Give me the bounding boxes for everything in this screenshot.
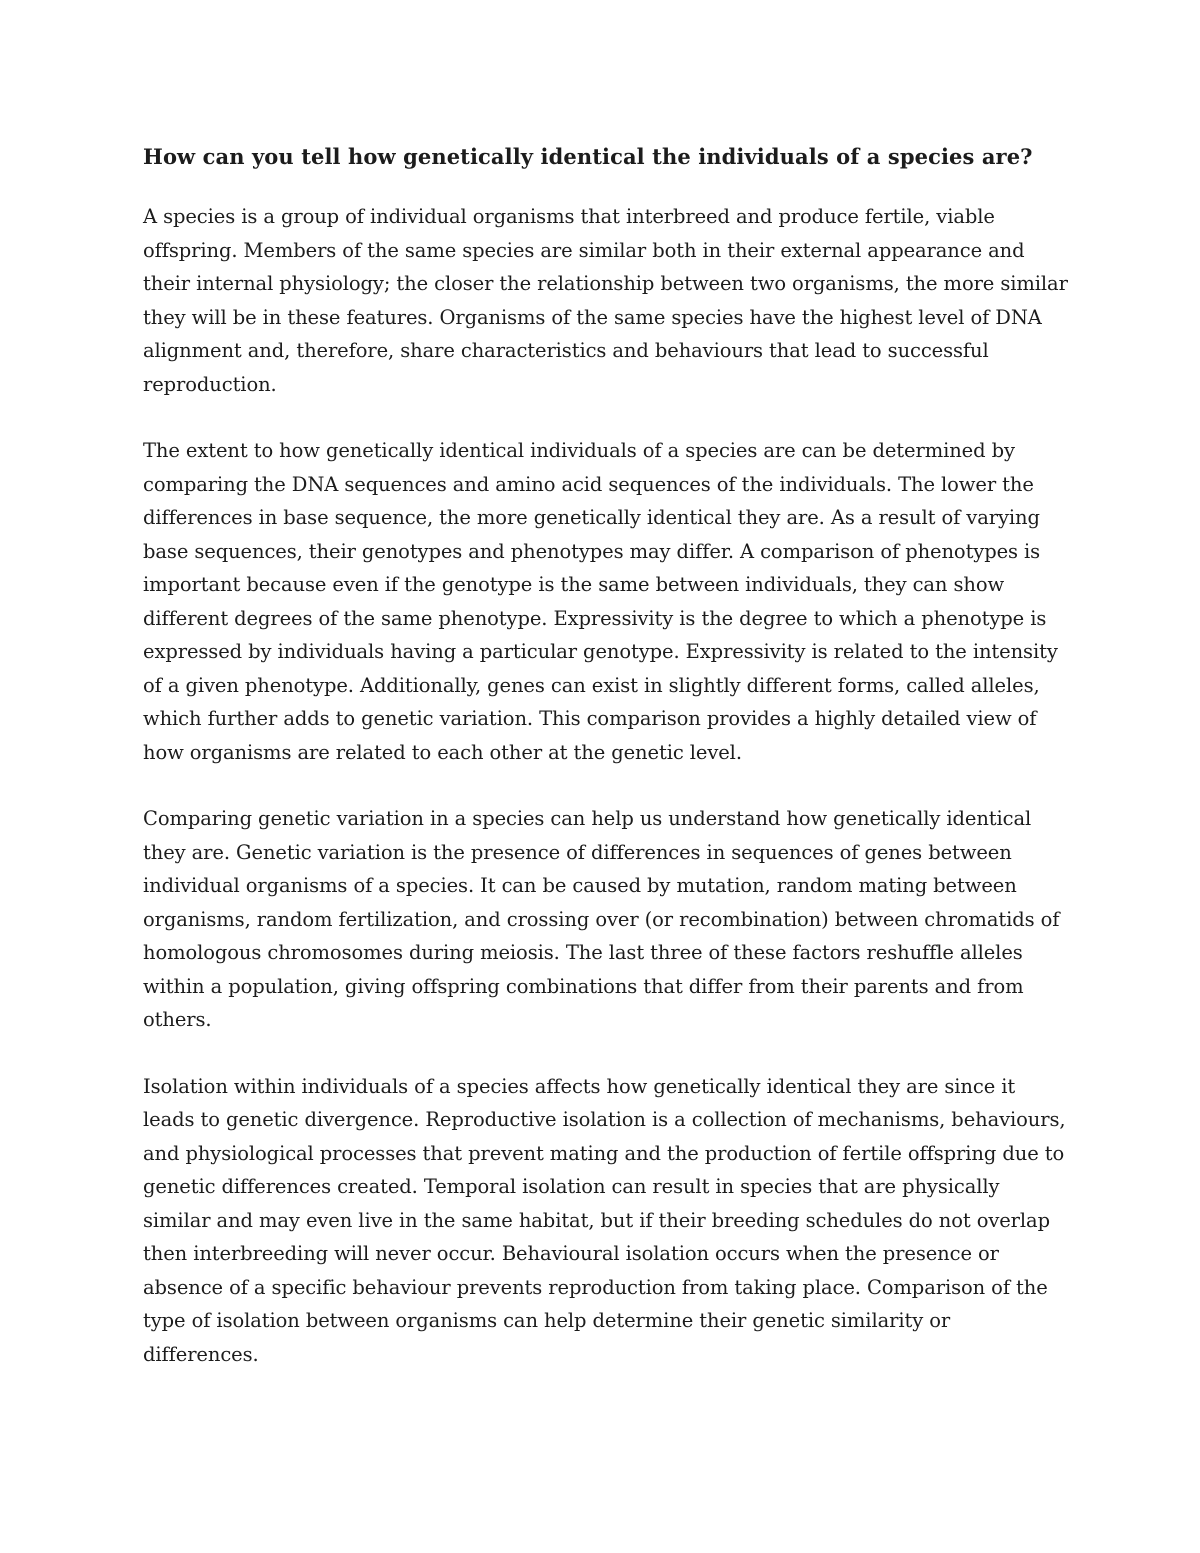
paragraph-isolation: Isolation within individuals of a species affects how genetically identical they are since it leads to genetic divergence. Reproductive isolation is a collection of mechanisms, behaviours, and physiological processes that prevent mating and the production of fertile offspring due to genetic differences created. Temporal isolation can result in species that are physically similar and may even live in the same habitat, but if their breeding schedules do not overlap then interbreeding will never occur. Behavioural isolation occurs when the presence or absence of a specific behaviour prevents reproduction from taking place. Comparison of the type of isolation between organisms can help determine their genetic similarity or differences. [143,1074,1066,1366]
paragraph-dna-comparison: The extent to how genetically identical individuals of a species are can be determined by comparing the DNA sequences and amino acid sequences of the individuals. The lower the differences in base sequence, the more genetically identical they are. As a result of varying base sequences, their genotypes and phenotypes may differ. A comparison of phenotypes is important because even if the genotype is the same between individuals, they can show different degrees of the same phenotype. Expressivity is the degree to which a phenotype is expressed by individuals having a particular genotype. Expressivity is related to the intensity of a given phenotype. Additionally, genes can exist in slightly different forms, called alleles, which further adds to genetic variation. This comparison provides a highly detailed view of how organisms are related to each other at the genetic level. [143,439,1058,764]
document-body [143,140,1068,1404]
paragraph-definition-of-species: A species is a group of individual organisms that interbreed and produce fertile, viable offspring. Members of the same species are similar both in their external appearance and their internal physiology; the closer the relationship between two organisms, the more similar they will be in these features. Organisms of the same species have the highest level of DNA alignment and, therefore, share characteristics and behaviours that lead to successful reproduction. [143,205,1068,396]
paragraph-genetic-variation: Comparing genetic variation in a species can help us understand how genetically identical they are. Genetic variation is the presence of differences in sequences of genes between individual organisms of a species. It can be caused by mutation, random mating between organisms, random fertilization, and crossing over (or recombination) between chromatids of homologous chromosomes during meiosis. The last three of these factors reshuffle alleles within a population, giving offspring combinations that differ from their parents and from others. [143,807,1060,1031]
document-title: How can you tell how genetically identical the individuals of a species are? [143,144,1033,169]
